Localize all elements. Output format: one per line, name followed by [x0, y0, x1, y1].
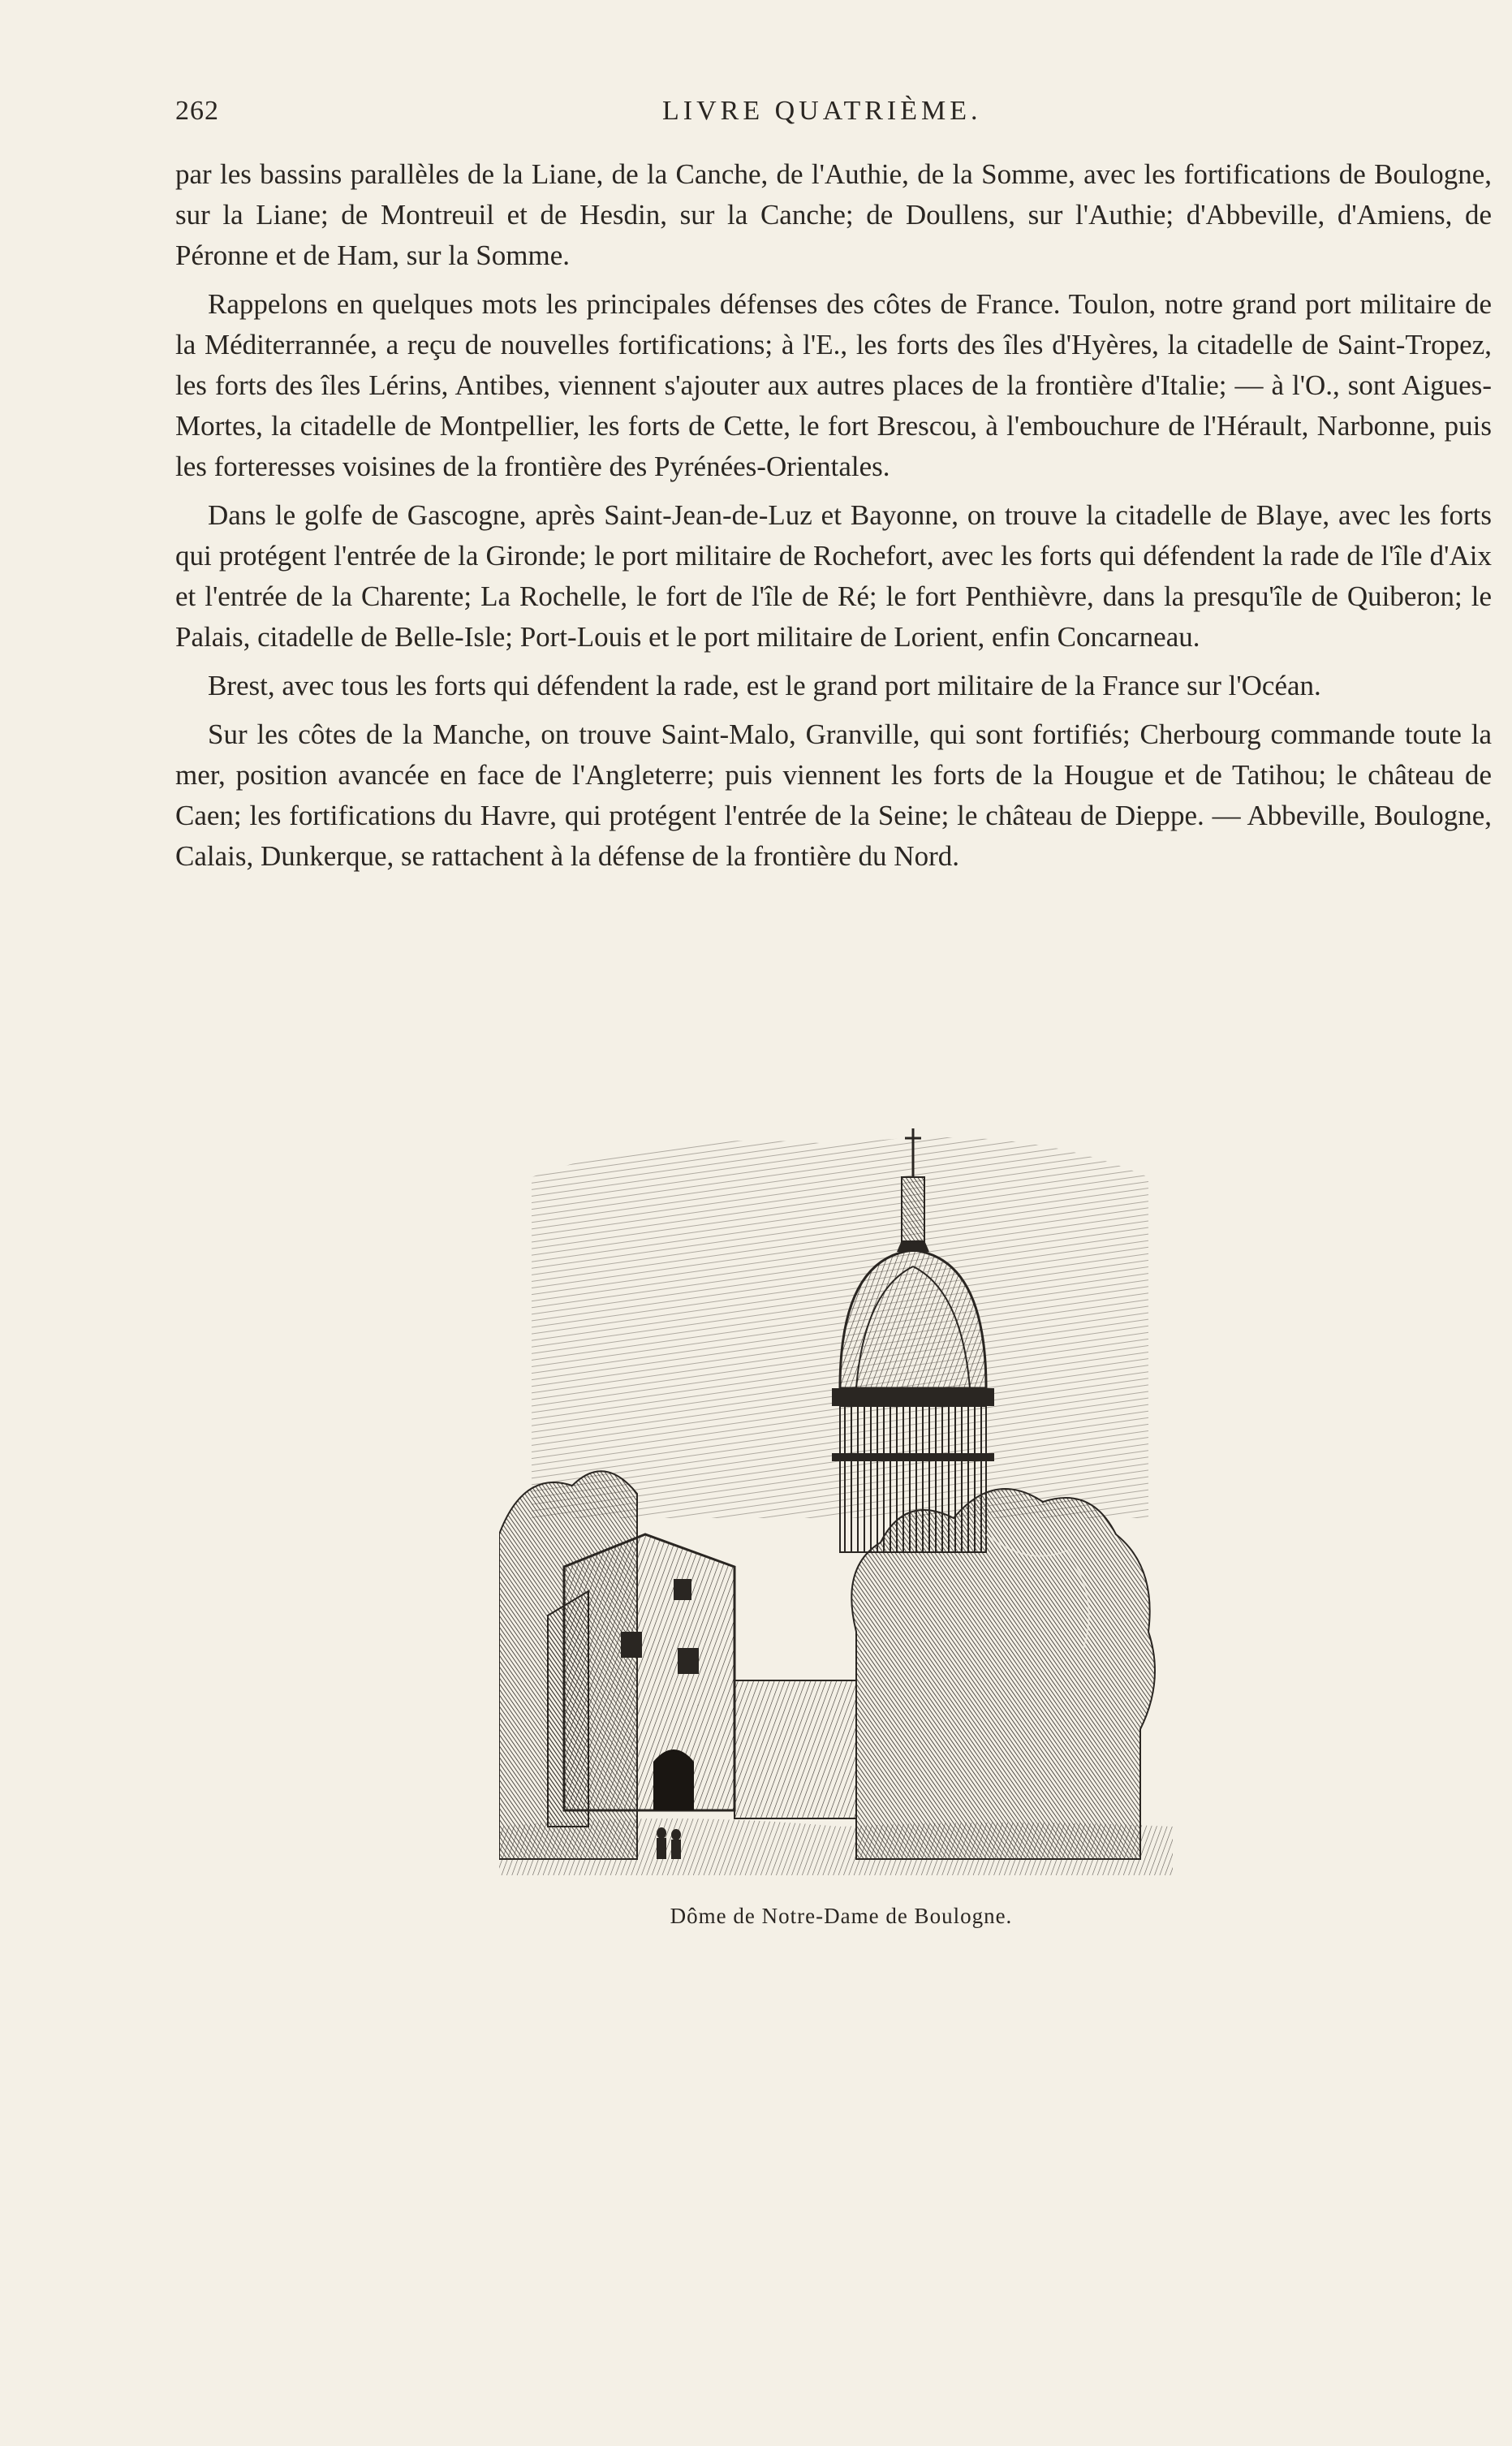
dome-engraving-icon — [499, 1112, 1173, 1875]
paragraph-3: Dans le golfe de Gascogne, après Saint-Jean-de-Luz et Bayonne, on trouve la citadelle de Blaye, avec les forts qui protégent l'entrée de la Gironde; le port militaire de Rochefort, avec les forts qui défendent la rade de l'île d'Aix et l'entrée de la Charente; La Rochelle, le fort de l'île de Ré; le fort Penthièvre, dans la presqu'île de Quiberon; le Palais, citadelle de Belle-Isle; Port-Louis et le port militaire de Lorient, enfin Concarneau. — [175, 499, 1492, 653]
figure-caption — [0, 1904, 1512, 1929]
page-number: 262 — [175, 96, 219, 126]
paragraph-1: par les bassins parallèles de la Liane, de la Canche, de l'Authie, de la Somme, avec les fortifications de Boulogne, sur la Liane; de Montreuil et de Hesdin, sur la Canche; de Doullens, sur l'Authie; d'Abbeville, d'Amiens, de Péronne et de Ham, sur la Somme. — [175, 158, 1492, 271]
page-header — [175, 96, 1490, 136]
paragraph-2: Rappelons en quelques mots les principales défenses des côtes de France. Toulon, notre grand port militaire de la Méditerrannée, a reçu de nouvelles fortifications; à l'E., les forts des îles d'Hyères, la citadelle de Saint-Tropez, les forts des îles Lérins, Antibes, viennent s'ajouter aux autres places de la frontière d'Italie; — à l'O., sont Aigues-Mortes, la citadelle de Montpellier, les forts de Cette, le fort Brescou, à l'embouchure de l'Hérault, Narbonne, puis les forteresses voisines de la frontière des Pyrénées-Orientales. — [175, 288, 1492, 482]
figure — [499, 1112, 1173, 1875]
paragraph-5: Sur les côtes de la Manche, on trouve Saint-Malo, Granville, qui sont fortifiés; Cherbourg commande toute la mer, position avancée en face de l'Angleterre; puis viennent les forts de la Hougue et de Tatihou; le château de Caen; les fortifications du Havre, qui protégent l'entrée de la Seine; le château de Dieppe. — Abbeville, Boulogne, Calais, Dunkerque, se rattachent à la défense de la frontière du Nord. — [175, 718, 1492, 872]
running-title: LIVRE QUATRIÈME. — [662, 96, 982, 126]
paragraph-4: Brest, avec tous les forts qui défendent la rade, est le grand port militaire de la France sur l'Océan. — [208, 670, 1321, 701]
body-text — [175, 154, 1492, 885]
caption-text: Dôme de Notre-Dame de Boulogne. — [670, 1904, 1013, 1928]
